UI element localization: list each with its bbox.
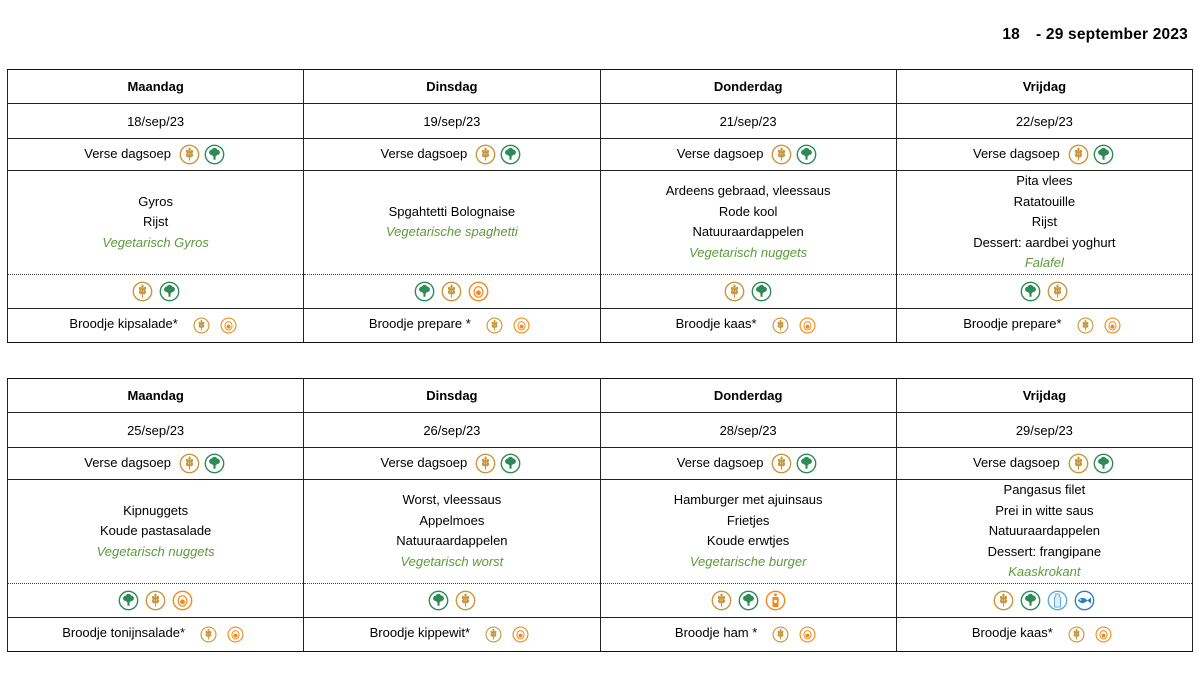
allergen-icons-cell (8, 274, 304, 308)
day-name: Dinsdag (426, 388, 478, 403)
gluten-icon (475, 453, 496, 474)
soup-cell (896, 139, 1192, 171)
sandwich-cell (600, 617, 896, 651)
day-date-cell (896, 413, 1192, 448)
day-date: 18/sep/23 (127, 113, 185, 129)
gluten-icon (486, 317, 503, 334)
vegetarian-icon (1020, 590, 1041, 611)
vegetarian-option: Vegetarisch worst (400, 553, 504, 569)
gluten-icon (132, 281, 153, 302)
main-dish-cell (304, 480, 600, 584)
dish-line: Ardeens gebraad, vleessaus (665, 183, 831, 199)
gluten-icon (771, 144, 792, 165)
day-date: 29/sep/23 (1015, 422, 1073, 438)
dish-line: Appelmoes (419, 512, 485, 528)
soup-cell (304, 448, 600, 480)
vegetarian-icon (159, 281, 180, 302)
day-date-cell (304, 413, 600, 448)
egg-icon (1104, 317, 1121, 334)
dish-line: Gyros (138, 193, 173, 209)
allergen-icons-cell (896, 583, 1192, 617)
day-date: 21/sep/23 (719, 113, 777, 129)
egg-icon (513, 317, 530, 334)
sandwich-cell (304, 308, 600, 342)
sandwich-label: Broodje kaas* (971, 625, 1053, 641)
egg-icon (227, 626, 244, 643)
milk-icon (1047, 590, 1068, 611)
sandwich-cell (896, 308, 1192, 342)
day-header (896, 70, 1192, 104)
dish-line: Spgahtetti Bolognaise (388, 203, 516, 219)
day-date: 19/sep/23 (423, 113, 481, 129)
sandwich-label: Broodje kipsalade* (69, 316, 178, 332)
day-name: Donderdag (713, 79, 783, 94)
vegetarian-icon (738, 590, 759, 611)
vegetarian-option: Vegetarische spaghetti (385, 224, 518, 240)
dish-line: Worst, vleessaus (402, 492, 502, 508)
gluten-icon (1077, 317, 1094, 334)
vegetarian-option: Vegetarisch Gyros (102, 234, 209, 250)
gluten-icon (441, 281, 462, 302)
vegetarian-icon (796, 144, 817, 165)
allergen-icons-cell (600, 583, 896, 617)
soup-cell (600, 139, 896, 171)
dish-line: Pangasus filet (1003, 482, 1086, 497)
egg-icon (799, 626, 816, 643)
allergen-icons-cell (8, 583, 304, 617)
gluten-icon (724, 281, 745, 302)
gluten-icon (200, 626, 217, 643)
day-date: 28/sep/23 (719, 422, 777, 438)
dish-line: Kipnuggets (123, 502, 189, 518)
sandwich-label: Broodje kaas* (675, 316, 757, 332)
gluten-icon (179, 453, 200, 474)
vegetarian-icon (414, 281, 435, 302)
day-header (8, 379, 304, 413)
egg-icon (468, 281, 489, 302)
gluten-icon (993, 590, 1014, 611)
gluten-icon (145, 590, 166, 611)
dish-line: Ratatouille (1013, 193, 1076, 209)
vegetarian-option: Vegetarische burger (689, 553, 807, 569)
day-header (600, 379, 896, 413)
day-date: 26/sep/23 (423, 422, 481, 438)
main-dish-cell (896, 171, 1192, 275)
day-header (8, 70, 304, 104)
gluten-icon (179, 144, 200, 165)
day-name: Maandag (127, 388, 184, 403)
dish-line: Pita vlees (1016, 173, 1073, 188)
allergen-icons-cell (304, 583, 600, 617)
vegetarian-option: Falafel (1024, 255, 1064, 270)
vegetarian-icon (1020, 281, 1041, 302)
main-dish-cell (600, 480, 896, 584)
sandwich-label: Broodje prepare * (368, 316, 471, 332)
dish-line: Frietjes (726, 512, 770, 528)
day-header (896, 379, 1192, 413)
vegetarian-icon (500, 144, 521, 165)
day-date-cell (8, 104, 304, 139)
dish-line: Rijst (142, 214, 169, 229)
gluten-icon (1068, 453, 1089, 474)
sandwich-cell (8, 617, 304, 651)
vegetarian-icon (428, 590, 449, 611)
soup-cell (304, 139, 600, 171)
egg-icon (799, 317, 816, 334)
day-name: Vrijdag (1022, 388, 1067, 403)
sandwich-label: Broodje kippewit* (369, 625, 471, 641)
gluten-icon (772, 626, 789, 643)
soup-label: Verse dagsoep (84, 454, 171, 470)
vegetarian-option: Kaaskrokant (1008, 564, 1081, 579)
day-name: Maandag (127, 79, 184, 94)
dish-line: Koude pastasalade (99, 523, 212, 538)
dish-line: Dessert: frangipane (987, 543, 1102, 559)
vegetarian-icon (500, 453, 521, 474)
main-dish-cell (896, 480, 1192, 584)
dish-line: Prei in witte saus (995, 502, 1094, 518)
week-table-1 (7, 69, 1193, 343)
vegetarian-icon (1093, 453, 1114, 474)
gluten-icon (711, 590, 732, 611)
soup-label: Verse dagsoep (380, 454, 468, 470)
soup-label: Verse dagsoep (973, 145, 1060, 161)
day-date-cell (600, 104, 896, 139)
allergen-icons-cell (600, 274, 896, 308)
allergen-icons-cell (304, 274, 600, 308)
day-date-cell (600, 413, 896, 448)
day-name: Vrijdag (1022, 79, 1067, 94)
soup-label: Verse dagsoep (84, 145, 171, 161)
week-table-2 (7, 378, 1193, 652)
day-header (304, 70, 600, 104)
mustard-icon (765, 590, 786, 611)
sandwich-label: Broodje ham * (674, 625, 758, 641)
dish-line: Koude erwtjes (706, 533, 790, 549)
dish-line: Natuuraardappelen (988, 523, 1101, 538)
sandwich-label: Broodje prepare* (963, 316, 1062, 332)
sandwich-cell (8, 308, 304, 342)
dish-line: Hamburger met ajuinsaus (673, 492, 823, 508)
vegetarian-icon (118, 590, 139, 611)
period-start: 18 (1002, 26, 1020, 43)
vegetarian-icon (796, 453, 817, 474)
gluten-icon (455, 590, 476, 611)
soup-label: Verse dagsoep (973, 454, 1060, 470)
day-header (304, 379, 600, 413)
vegetarian-icon (204, 144, 225, 165)
day-date-cell (304, 104, 600, 139)
day-name: Donderdag (713, 388, 783, 403)
main-dish-cell (304, 171, 600, 275)
soup-label: Verse dagsoep (676, 454, 764, 470)
egg-icon (512, 626, 529, 643)
egg-icon (220, 317, 237, 334)
gluten-icon (1047, 281, 1068, 302)
gluten-icon (772, 317, 789, 334)
sandwich-cell (896, 617, 1192, 651)
soup-label: Verse dagsoep (676, 145, 764, 161)
gluten-icon (1068, 144, 1089, 165)
dish-line: Dessert: aardbei yoghurt (973, 234, 1116, 250)
sandwich-cell (600, 308, 896, 342)
soup-cell (8, 448, 304, 480)
dish-line: Natuuraardappelen (692, 224, 804, 240)
vegetarian-icon (1093, 144, 1114, 165)
soup-cell (8, 139, 304, 171)
main-dish-cell (8, 171, 304, 275)
vegetarian-icon (751, 281, 772, 302)
soup-label: Verse dagsoep (380, 145, 468, 161)
vegetarian-option: Vegetarisch nuggets (689, 244, 808, 260)
dish-line: Natuuraardappelen (396, 533, 508, 549)
gluten-icon (475, 144, 496, 165)
vegetarian-icon (204, 453, 225, 474)
day-name: Dinsdag (426, 79, 478, 94)
egg-icon (1095, 626, 1112, 643)
egg-icon (172, 590, 193, 611)
period-end: - 29 september 2023 (1036, 26, 1188, 43)
sandwich-label: Broodje tonijnsalade* (62, 625, 186, 641)
sandwich-cell (304, 617, 600, 651)
period-title (1002, 26, 1188, 44)
dish-line: Rijst (1031, 214, 1058, 229)
soup-cell (896, 448, 1192, 480)
main-dish-cell (600, 171, 896, 275)
day-date-cell (896, 104, 1192, 139)
main-dish-cell (8, 480, 304, 584)
allergen-icons-cell (896, 274, 1192, 308)
day-date-cell (8, 413, 304, 448)
day-date: 25/sep/23 (127, 422, 185, 438)
day-header (600, 70, 896, 104)
vegetarian-option: Vegetarisch nuggets (96, 543, 215, 559)
dish-line: Rode kool (718, 203, 778, 219)
gluten-icon (193, 317, 210, 334)
gluten-icon (771, 453, 792, 474)
soup-cell (600, 448, 896, 480)
gluten-icon (1068, 626, 1085, 643)
day-date: 22/sep/23 (1015, 113, 1073, 129)
gluten-icon (485, 626, 502, 643)
fish-icon (1074, 590, 1095, 611)
